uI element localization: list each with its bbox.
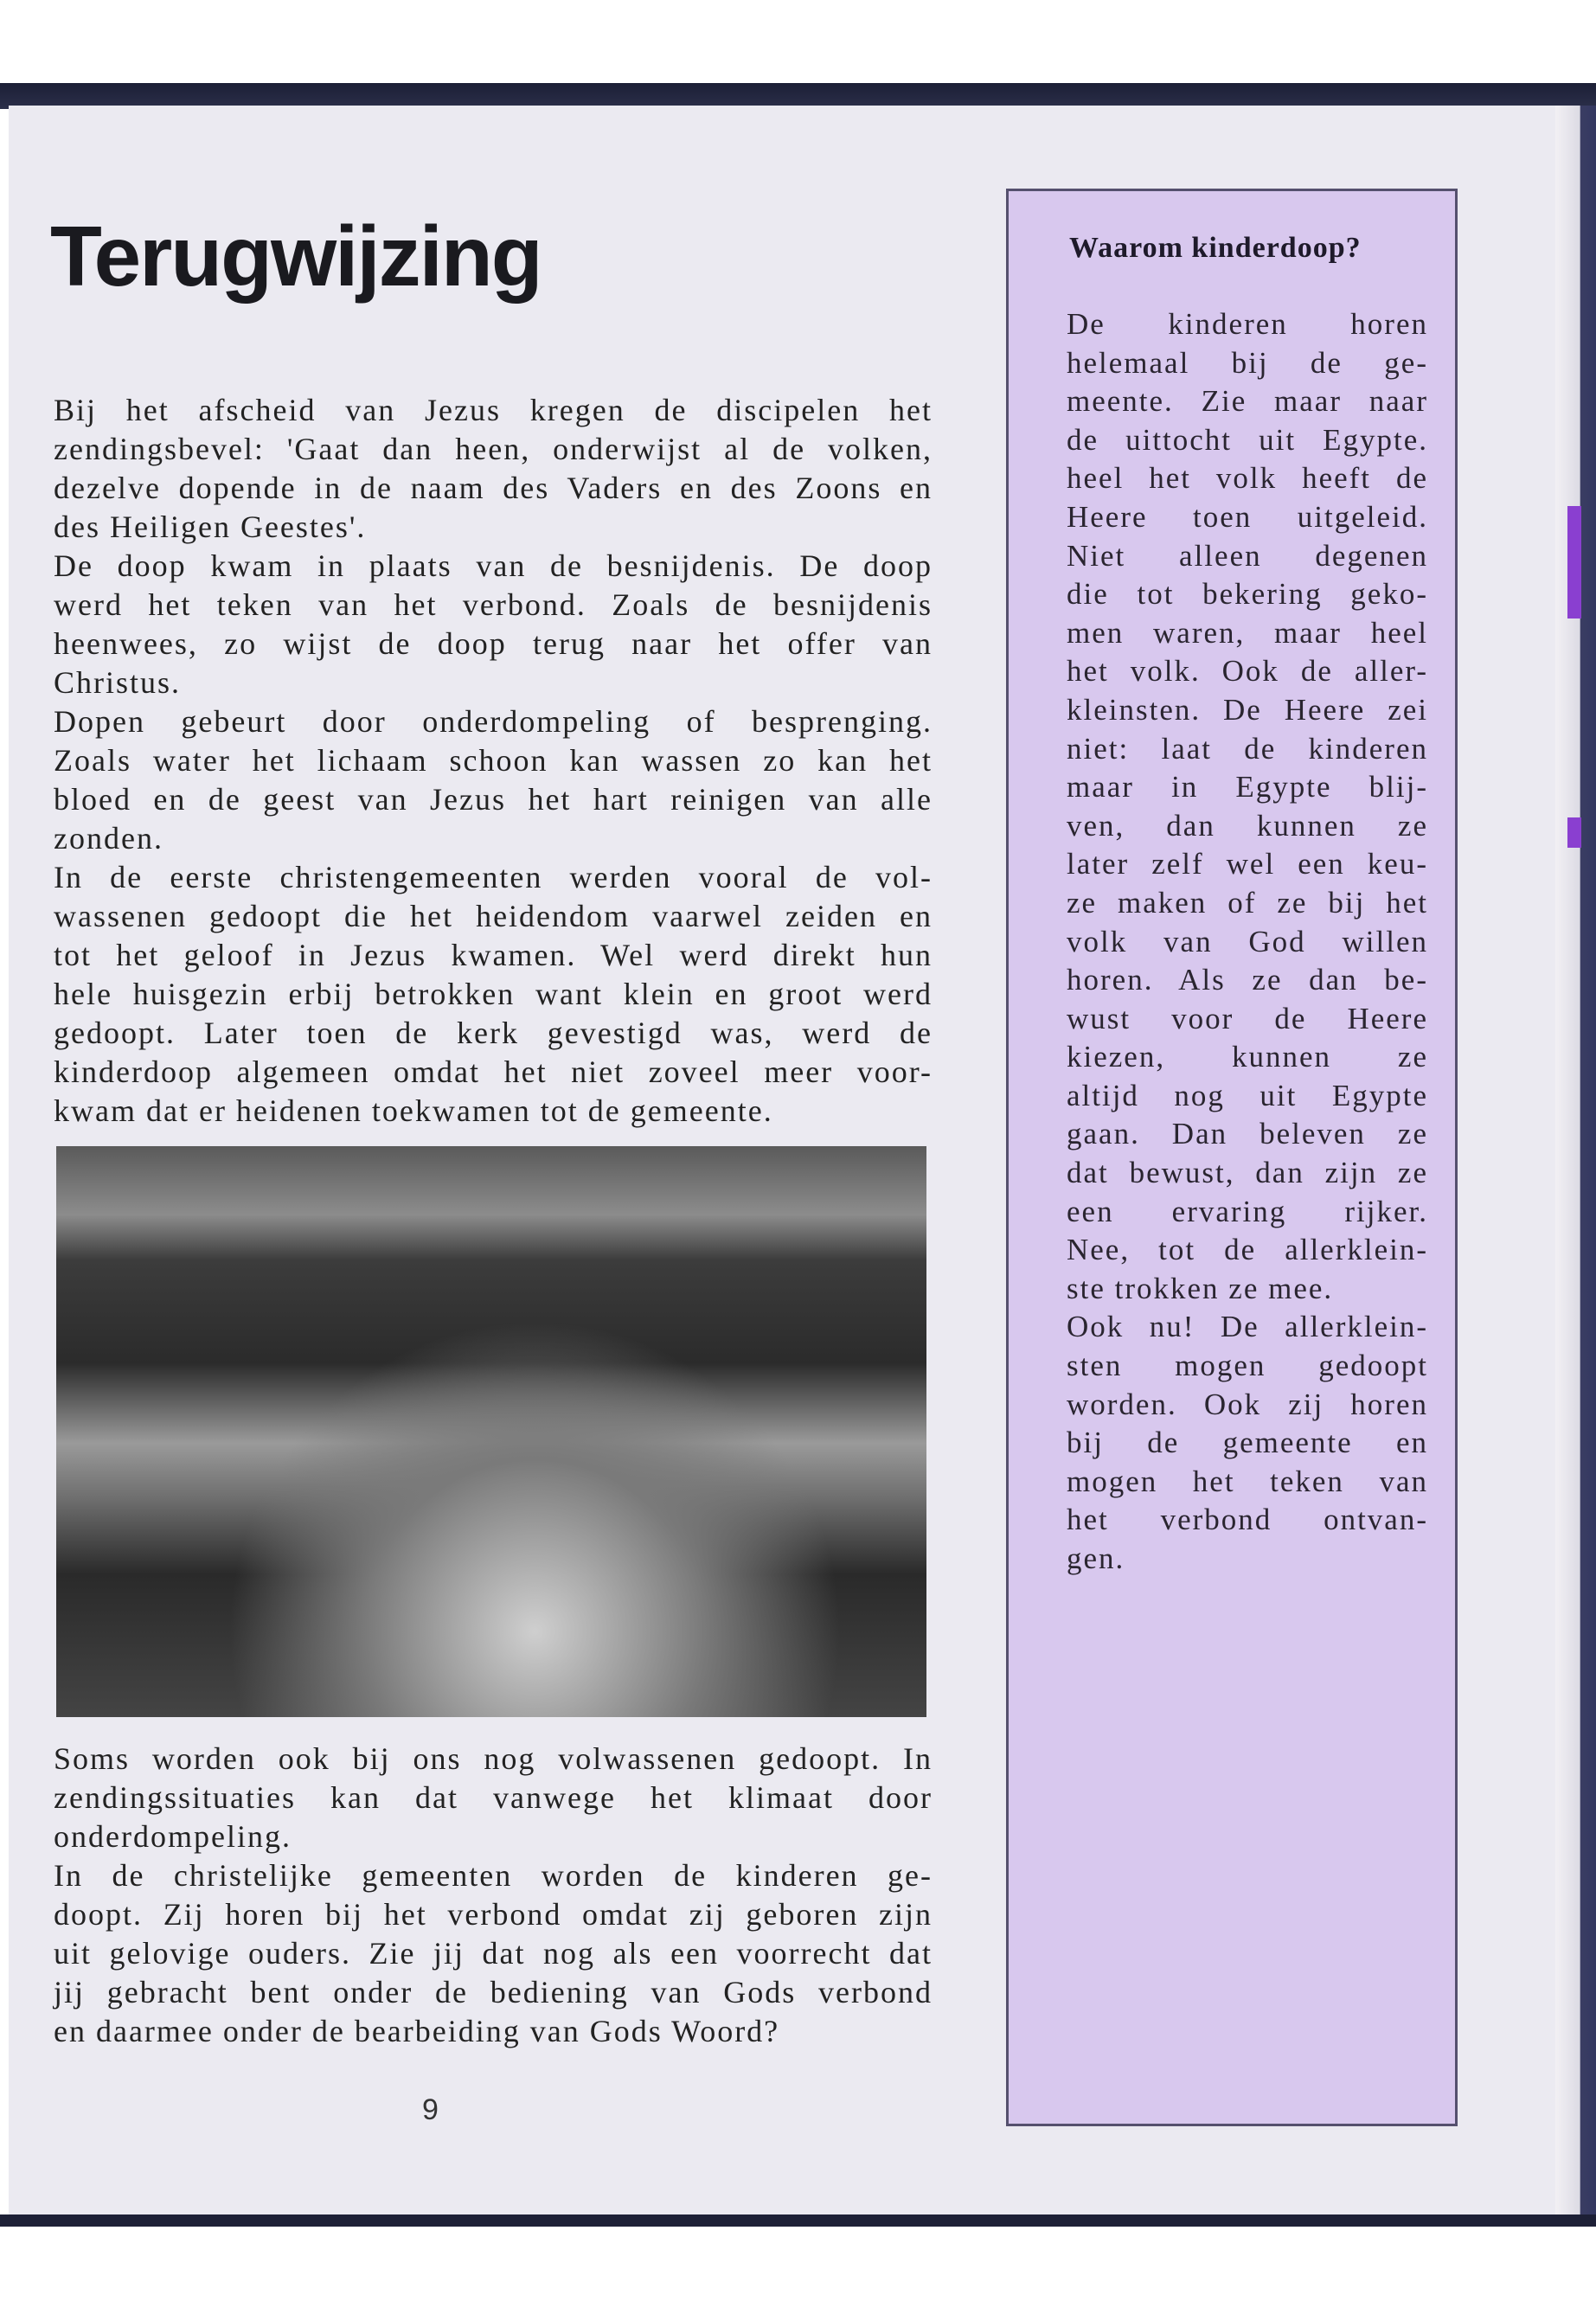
text-line: gedoopt. Later toen de kerk gevestigd was, werd de [54, 1016, 933, 1050]
text-line: werd het teken van het verbond. Zoals de besnijdenis [54, 587, 933, 622]
text-line: het volk. Ook de aller- [1067, 654, 1428, 689]
text-line: men waren, maar heel [1067, 615, 1428, 650]
text-line: heenwees, zo wijst de doop terug naar het offer van [54, 626, 933, 661]
text-line: die tot bekering geko- [1067, 577, 1428, 612]
book-bottom-edge [0, 2214, 1596, 2227]
text-line: niet: laat de kinderen [1067, 731, 1428, 766]
text-line: en daarmee onder de bearbeiding van Gods Woord? [54, 2014, 780, 2048]
text-line: wust voor de Heere [1067, 1001, 1428, 1035]
text-line: Dopen gebeurt door onderdompeling of besprenging. [54, 704, 933, 739]
text-line: zendingsbevel: 'Gaat dan heen, onderwijst al de volken, [54, 432, 933, 466]
text-line: Soms worden ook bij ons nog volwassenen gedoopt. In [54, 1741, 933, 1776]
text-line: bloed en de geest van Jezus het hart reinigen van alle [54, 782, 933, 817]
page-number: 9 [422, 2093, 439, 2126]
text-line: altijd nog uit Egypte [1067, 1078, 1428, 1112]
text-line: kleinsten. De Heere zei [1067, 692, 1428, 727]
page-title: Terugwijzing [50, 208, 542, 304]
text-line: worden. Ook zij horen [1067, 1387, 1428, 1421]
text-line: zonden. [54, 821, 163, 856]
text-line: dat bewust, dan zijn ze [1067, 1156, 1428, 1190]
text-line: meente. Zie maar naar [1067, 384, 1428, 419]
text-line: maar in Egypte blij- [1067, 770, 1428, 804]
text-line: Zoals water het lichaam schoon kan wassen zo kan het [54, 743, 933, 778]
text-line: jij gebracht bent onder de bediening van Gods verbond [54, 1975, 933, 2009]
text-line: kiezen, kunnen ze [1067, 1040, 1428, 1074]
text-line: het verbond ontvan- [1067, 1503, 1428, 1537]
text-line: de uittocht uit Egypte. [1067, 422, 1428, 457]
text-line: doopt. Zij horen bij het verbond omdat zij geboren zijn [54, 1897, 933, 1932]
text-line: ven, dan kunnen ze [1067, 808, 1428, 843]
text-line: kwam dat er heidenen toekwamen tot de gemeente. [54, 1093, 773, 1128]
body-text-top [54, 391, 933, 1131]
text-line: dezelve dopende in de naam des Vaders en des Zoons en [54, 471, 933, 505]
text-line: Nee, tot de allerklein- [1067, 1233, 1428, 1267]
text-line: Niet alleen degenen [1067, 538, 1428, 573]
text-line: onderdompeling. [54, 1819, 292, 1854]
text-line: mogen het teken van [1067, 1464, 1428, 1498]
text-line: heel het volk heeft de [1067, 461, 1428, 496]
text-line: Christus. [54, 665, 182, 700]
sidebar-text [1067, 305, 1428, 1579]
text-line: In de christelijke gemeenten worden de kinderen ge- [54, 1858, 933, 1893]
text-line: later zelf wel een keu- [1067, 847, 1428, 881]
text-line: De kinderen horen [1067, 307, 1428, 341]
tab-marker [1567, 506, 1581, 619]
sidebar-title: Waarom kinderdoop? [1069, 232, 1362, 264]
text-line: Ook nu! De allerklein- [1067, 1310, 1428, 1344]
text-line: horen. Als ze dan be- [1067, 963, 1428, 997]
text-line: hele huisgezin erbij betrokken want klein en groot werd [54, 977, 933, 1011]
body-text-bottom [54, 1740, 933, 2051]
text-line: des Heiligen Geestes'. [54, 510, 367, 544]
text-line: wassenen gedoopt die het heidendom vaarwel zeiden en [54, 899, 933, 933]
text-line: een ervaring rijker. [1067, 1194, 1428, 1228]
text-line: ze maken of ze bij het [1067, 885, 1428, 920]
text-line: uit gelovige ouders. Zie jij dat nog als een voorrecht dat [54, 1936, 933, 1971]
text-line: bij de gemeente en [1067, 1426, 1428, 1460]
text-line: gen. [1067, 1541, 1125, 1575]
text-line: Heere toen uitgeleid. [1067, 499, 1428, 534]
baptism-photo [56, 1146, 926, 1717]
text-line: In de eerste christengemeenten werden vooral de vol- [54, 860, 933, 894]
text-line: kinderdoop algemeen omdat het niet zoveel meer voor- [54, 1054, 933, 1089]
text-line: volk van God willen [1067, 924, 1428, 958]
text-line: Bij het afscheid van Jezus kregen de discipelen het [54, 393, 933, 427]
book-side-edge [1555, 106, 1596, 2216]
text-line: De doop kwam in plaats van de besnijdenis. De doop [54, 548, 933, 583]
text-line: gaan. Dan beleven ze [1067, 1117, 1428, 1151]
text-line: ste trokken ze mee. [1067, 1271, 1334, 1305]
text-line: sten mogen gedoopt [1067, 1349, 1428, 1383]
text-line: helemaal bij de ge- [1067, 345, 1428, 380]
text-line: zendingssituaties kan dat vanwege het klimaat door [54, 1780, 933, 1815]
text-line: tot het geloof in Jezus kwamen. Wel werd direkt hun [54, 938, 933, 972]
tab-marker [1567, 817, 1581, 848]
